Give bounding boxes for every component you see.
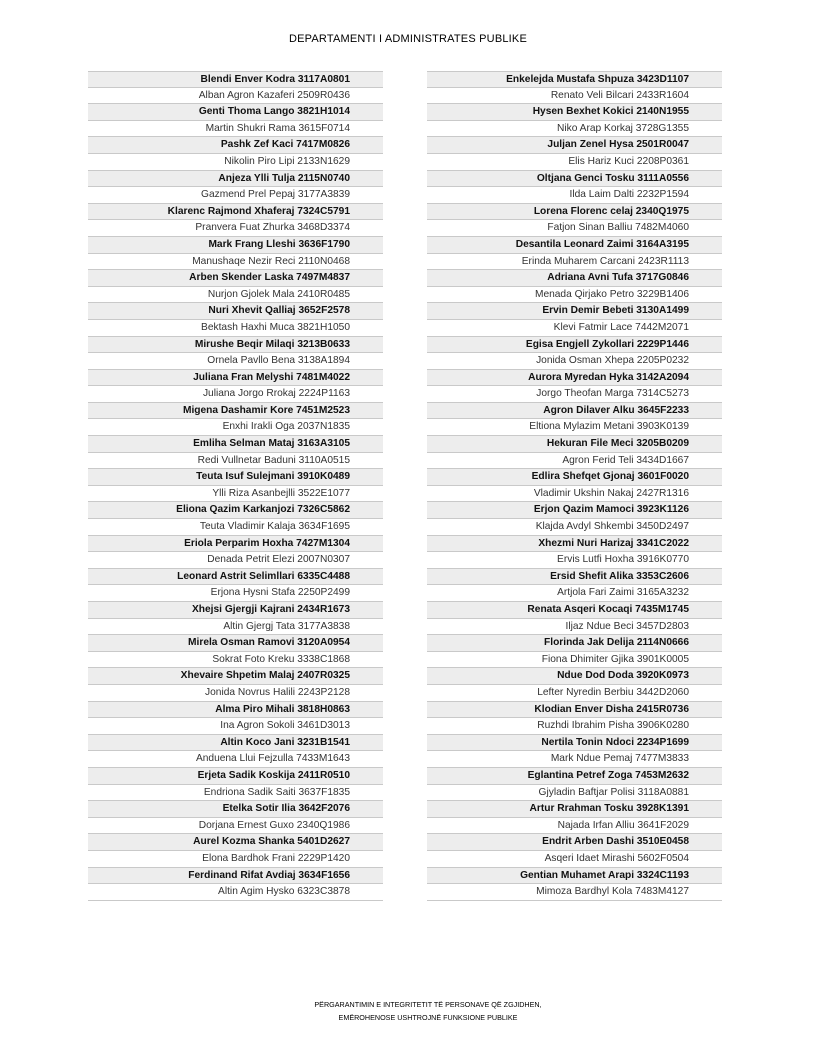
list-row: Eriola Perparim Hoxha 7427M1304 <box>88 536 383 553</box>
list-row: Ruzhdi Ibrahim Pisha 3906K0280 <box>427 718 722 735</box>
list-row: Ervin Demir Bebeti 3130A1499 <box>427 303 722 320</box>
list-row: Erjon Qazim Mamoci 3923K1126 <box>427 502 722 519</box>
list-row: Alma Piro Mihali 3818H0863 <box>88 702 383 719</box>
list-row: Fatjon Sinan Balliu 7482M4060 <box>427 220 722 237</box>
list-row: Denada Petrit Elezi 2007N0307 <box>88 552 383 569</box>
list-row: Klarenc Rajmond Xhaferaj 7324C5791 <box>88 204 383 221</box>
list-row: Klodian Enver Disha 2415R0736 <box>427 702 722 719</box>
list-row: Ornela Pavllo Bena 3138A1894 <box>88 353 383 370</box>
list-row: Edlira Shefqet Gjonaj 3601F0020 <box>427 469 722 486</box>
list-row: Klevi Fatmir Lace 7442M2071 <box>427 320 722 337</box>
list-row: Xhejsi Gjergji Kajrani 2434R1673 <box>88 602 383 619</box>
list-row: Niko Arap Korkaj 3728G1355 <box>427 121 722 138</box>
list-row: Mark Ndue Pemaj 7477M3833 <box>427 751 722 768</box>
list-row: Genti Thoma Lango 3821H1014 <box>88 104 383 121</box>
list-row: Egisa Engjell Zykollari 2229P1446 <box>427 337 722 354</box>
list-row: Leonard Astrit Selimllari 6335C4488 <box>88 569 383 586</box>
list-row: Juliana Fran Melyshi 7481M4022 <box>88 370 383 387</box>
list-row: Pashk Zef Kaci 7417M0826 <box>88 137 383 154</box>
list-row: Aurora Myredan Hyka 3142A2094 <box>427 370 722 387</box>
list-row: Artur Rrahman Tosku 3928K1391 <box>427 801 722 818</box>
list-row: Bektash Haxhi Muca 3821H1050 <box>88 320 383 337</box>
list-row: Ervis Lutfi Hoxha 3916K0770 <box>427 552 722 569</box>
list-row: Mimoza Bardhyl Kola 7483M4127 <box>427 884 722 901</box>
page-footer <box>0 999 816 1024</box>
list-row: Elona Bardhok Frani 2229P1420 <box>88 851 383 868</box>
list-row: Ina Agron Sokoli 3461D3013 <box>88 718 383 735</box>
list-row: Enkelejda Mustafa Shpuza 3423D1107 <box>427 71 722 88</box>
list-row: Jonida Novrus Halili 2243P2128 <box>88 685 383 702</box>
list-row: Artjola Fari Zaimi 3165A3232 <box>427 585 722 602</box>
list-row: Endriona Sadik Saiti 3637F1835 <box>88 785 383 802</box>
list-row: Altin Agim Hysko 6323C3878 <box>88 884 383 901</box>
list-row: Oltjana Genci Tosku 3111A0556 <box>427 171 722 188</box>
list-row: Xhevaire Shpetim Malaj 2407R0325 <box>88 668 383 685</box>
page-title: DEPARTAMENTI I ADMINISTRATES PUBLIKE <box>288 33 528 45</box>
list-row: Nurjon Gjolek Mala 2410R0485 <box>88 287 383 304</box>
list-row: Klajda Avdyl Shkembi 3450D2497 <box>427 519 722 536</box>
list-row: Hysen Bexhet Kokici 2140N1955 <box>427 104 722 121</box>
list-row: Dorjana Ernest Guxo 2340Q1986 <box>88 818 383 835</box>
list-row: Florinda Jak Delija 2114N0666 <box>427 635 722 652</box>
list-row: Lorena Florenc celaj 2340Q1975 <box>427 204 722 221</box>
list-row: Ilda Laim Dalti 2232P1594 <box>427 187 722 204</box>
list-row: Martin Shukri Rama 3615F0714 <box>88 121 383 138</box>
list-row: Mirela Osman Ramovi 3120A0954 <box>88 635 383 652</box>
list-row: Blendi Enver Kodra 3117A0801 <box>88 71 383 88</box>
list-row: Emliha Selman Mataj 3163A3105 <box>88 436 383 453</box>
left-name-list <box>88 71 383 901</box>
list-row: Teuta Isuf Sulejmani 3910K0489 <box>88 469 383 486</box>
list-row: Hekuran File Meci 3205B0209 <box>427 436 722 453</box>
list-row: Redi Vullnetar Baduni 3110A0515 <box>88 453 383 470</box>
right-name-list <box>427 71 722 901</box>
list-row: Mark Frang Lleshi 3636F1790 <box>88 237 383 254</box>
list-row: Enxhi Irakli Oga 2037N1835 <box>88 419 383 436</box>
list-row: Juliana Jorgo Rrokaj 2224P1163 <box>88 386 383 403</box>
list-row: Xhezmi Nuri Harizaj 3341C2022 <box>427 536 722 553</box>
list-row: Arben Skender Laska 7497M4837 <box>88 270 383 287</box>
list-row: Nuri Xhevit Qalliaj 3652F2578 <box>88 303 383 320</box>
list-row: Desantila Leonard Zaimi 3164A3195 <box>427 237 722 254</box>
list-row: Renato Veli Bilcari 2433R1604 <box>427 88 722 105</box>
list-row: Juljan Zenel Hysa 2501R0047 <box>427 137 722 154</box>
list-row: Teuta Vladimir Kalaja 3634F1695 <box>88 519 383 536</box>
footer-line-2: EMËROHENOSE USHTROJNË FUNKSIONE PUBLIKE <box>338 1012 518 1022</box>
list-row: Altin Koco Jani 3231B1541 <box>88 735 383 752</box>
list-row: Lefter Nyredin Berbiu 3442D2060 <box>427 685 722 702</box>
list-row: Vladimir Ukshin Nakaj 2427R1316 <box>427 486 722 503</box>
list-row: Iljaz Ndue Beci 3457D2803 <box>427 619 722 636</box>
list-row: Ylli Riza Asanbejlli 3522E1077 <box>88 486 383 503</box>
list-row: Gazmend Prel Pepaj 3177A3839 <box>88 187 383 204</box>
list-row: Erjona Hysni Stafa 2250P2499 <box>88 585 383 602</box>
list-row: Adriana Avni Tufa 3717G0846 <box>427 270 722 287</box>
list-row: Agron Dilaver Alku 3645F2233 <box>427 403 722 420</box>
list-row: Elis Hariz Kuci 2208P0361 <box>427 154 722 171</box>
list-row: Fiona Dhimiter Gjika 3901K0005 <box>427 652 722 669</box>
list-row: Pranvera Fuat Zhurka 3468D3374 <box>88 220 383 237</box>
list-row: Eglantina Petref Zoga 7453M2632 <box>427 768 722 785</box>
list-row: Altin Gjergj Tata 3177A3838 <box>88 619 383 636</box>
list-row: Ersid Shefit Alika 3353C2606 <box>427 569 722 586</box>
list-row: Najada Irfan Alliu 3641F2029 <box>427 818 722 835</box>
list-row: Ndue Dod Doda 3920K0973 <box>427 668 722 685</box>
list-row: Anduena Llui Fejzulla 7433M1643 <box>88 751 383 768</box>
list-row: Alban Agron Kazaferi 2509R0436 <box>88 88 383 105</box>
list-row: Eltiona Mylazim Metani 3903K0139 <box>427 419 722 436</box>
list-row: Asqeri Idaet Mirashi 5602F0504 <box>427 851 722 868</box>
list-row: Ferdinand Rifat Avdiaj 3634F1656 <box>88 868 383 885</box>
list-row: Gentian Muhamet Arapi 3324C1193 <box>427 868 722 885</box>
list-row: Jorgo Theofan Marga 7314C5273 <box>427 386 722 403</box>
list-row: Nertila Tonin Ndoci 2234P1699 <box>427 735 722 752</box>
list-row: Migena Dashamir Kore 7451M2523 <box>88 403 383 420</box>
list-row: Mirushe Beqir Milaqi 3213B0633 <box>88 337 383 354</box>
list-row: Sokrat Foto Kreku 3338C1868 <box>88 652 383 669</box>
list-row: Eliona Qazim Karkanjozi 7326C5862 <box>88 502 383 519</box>
list-row: Renata Asqeri Kocaqi 7435M1745 <box>427 602 722 619</box>
list-row: Jonida Osman Xhepa 2205P0232 <box>427 353 722 370</box>
list-row: Erinda Muharem Carcani 2423R1113 <box>427 254 722 271</box>
list-row: Aurel Kozma Shanka 5401D2627 <box>88 834 383 851</box>
list-row: Menada Qirjako Petro 3229B1406 <box>427 287 722 304</box>
list-row: Etelka Sotir Ilia 3642F2076 <box>88 801 383 818</box>
list-row: Nikolin Piro Lipi 2133N1629 <box>88 154 383 171</box>
footer-line-1: PËRGARANTIMIN E INTEGRITETIT TË PERSONAVE QË ZGJIDHEN, <box>314 1000 542 1009</box>
list-row: Gjyladin Baftjar Polisi 3118A0881 <box>427 785 722 802</box>
list-row: Manushaqe Nezir Reci 2110N0468 <box>88 254 383 271</box>
list-row: Endrit Arben Dashi 3510E0458 <box>427 834 722 851</box>
list-row: Erjeta Sadik Koskija 2411R0510 <box>88 768 383 785</box>
list-row: Anjeza Ylli Tulja 2115N0740 <box>88 171 383 188</box>
list-row: Agron Ferid Teli 3434D1667 <box>427 453 722 470</box>
